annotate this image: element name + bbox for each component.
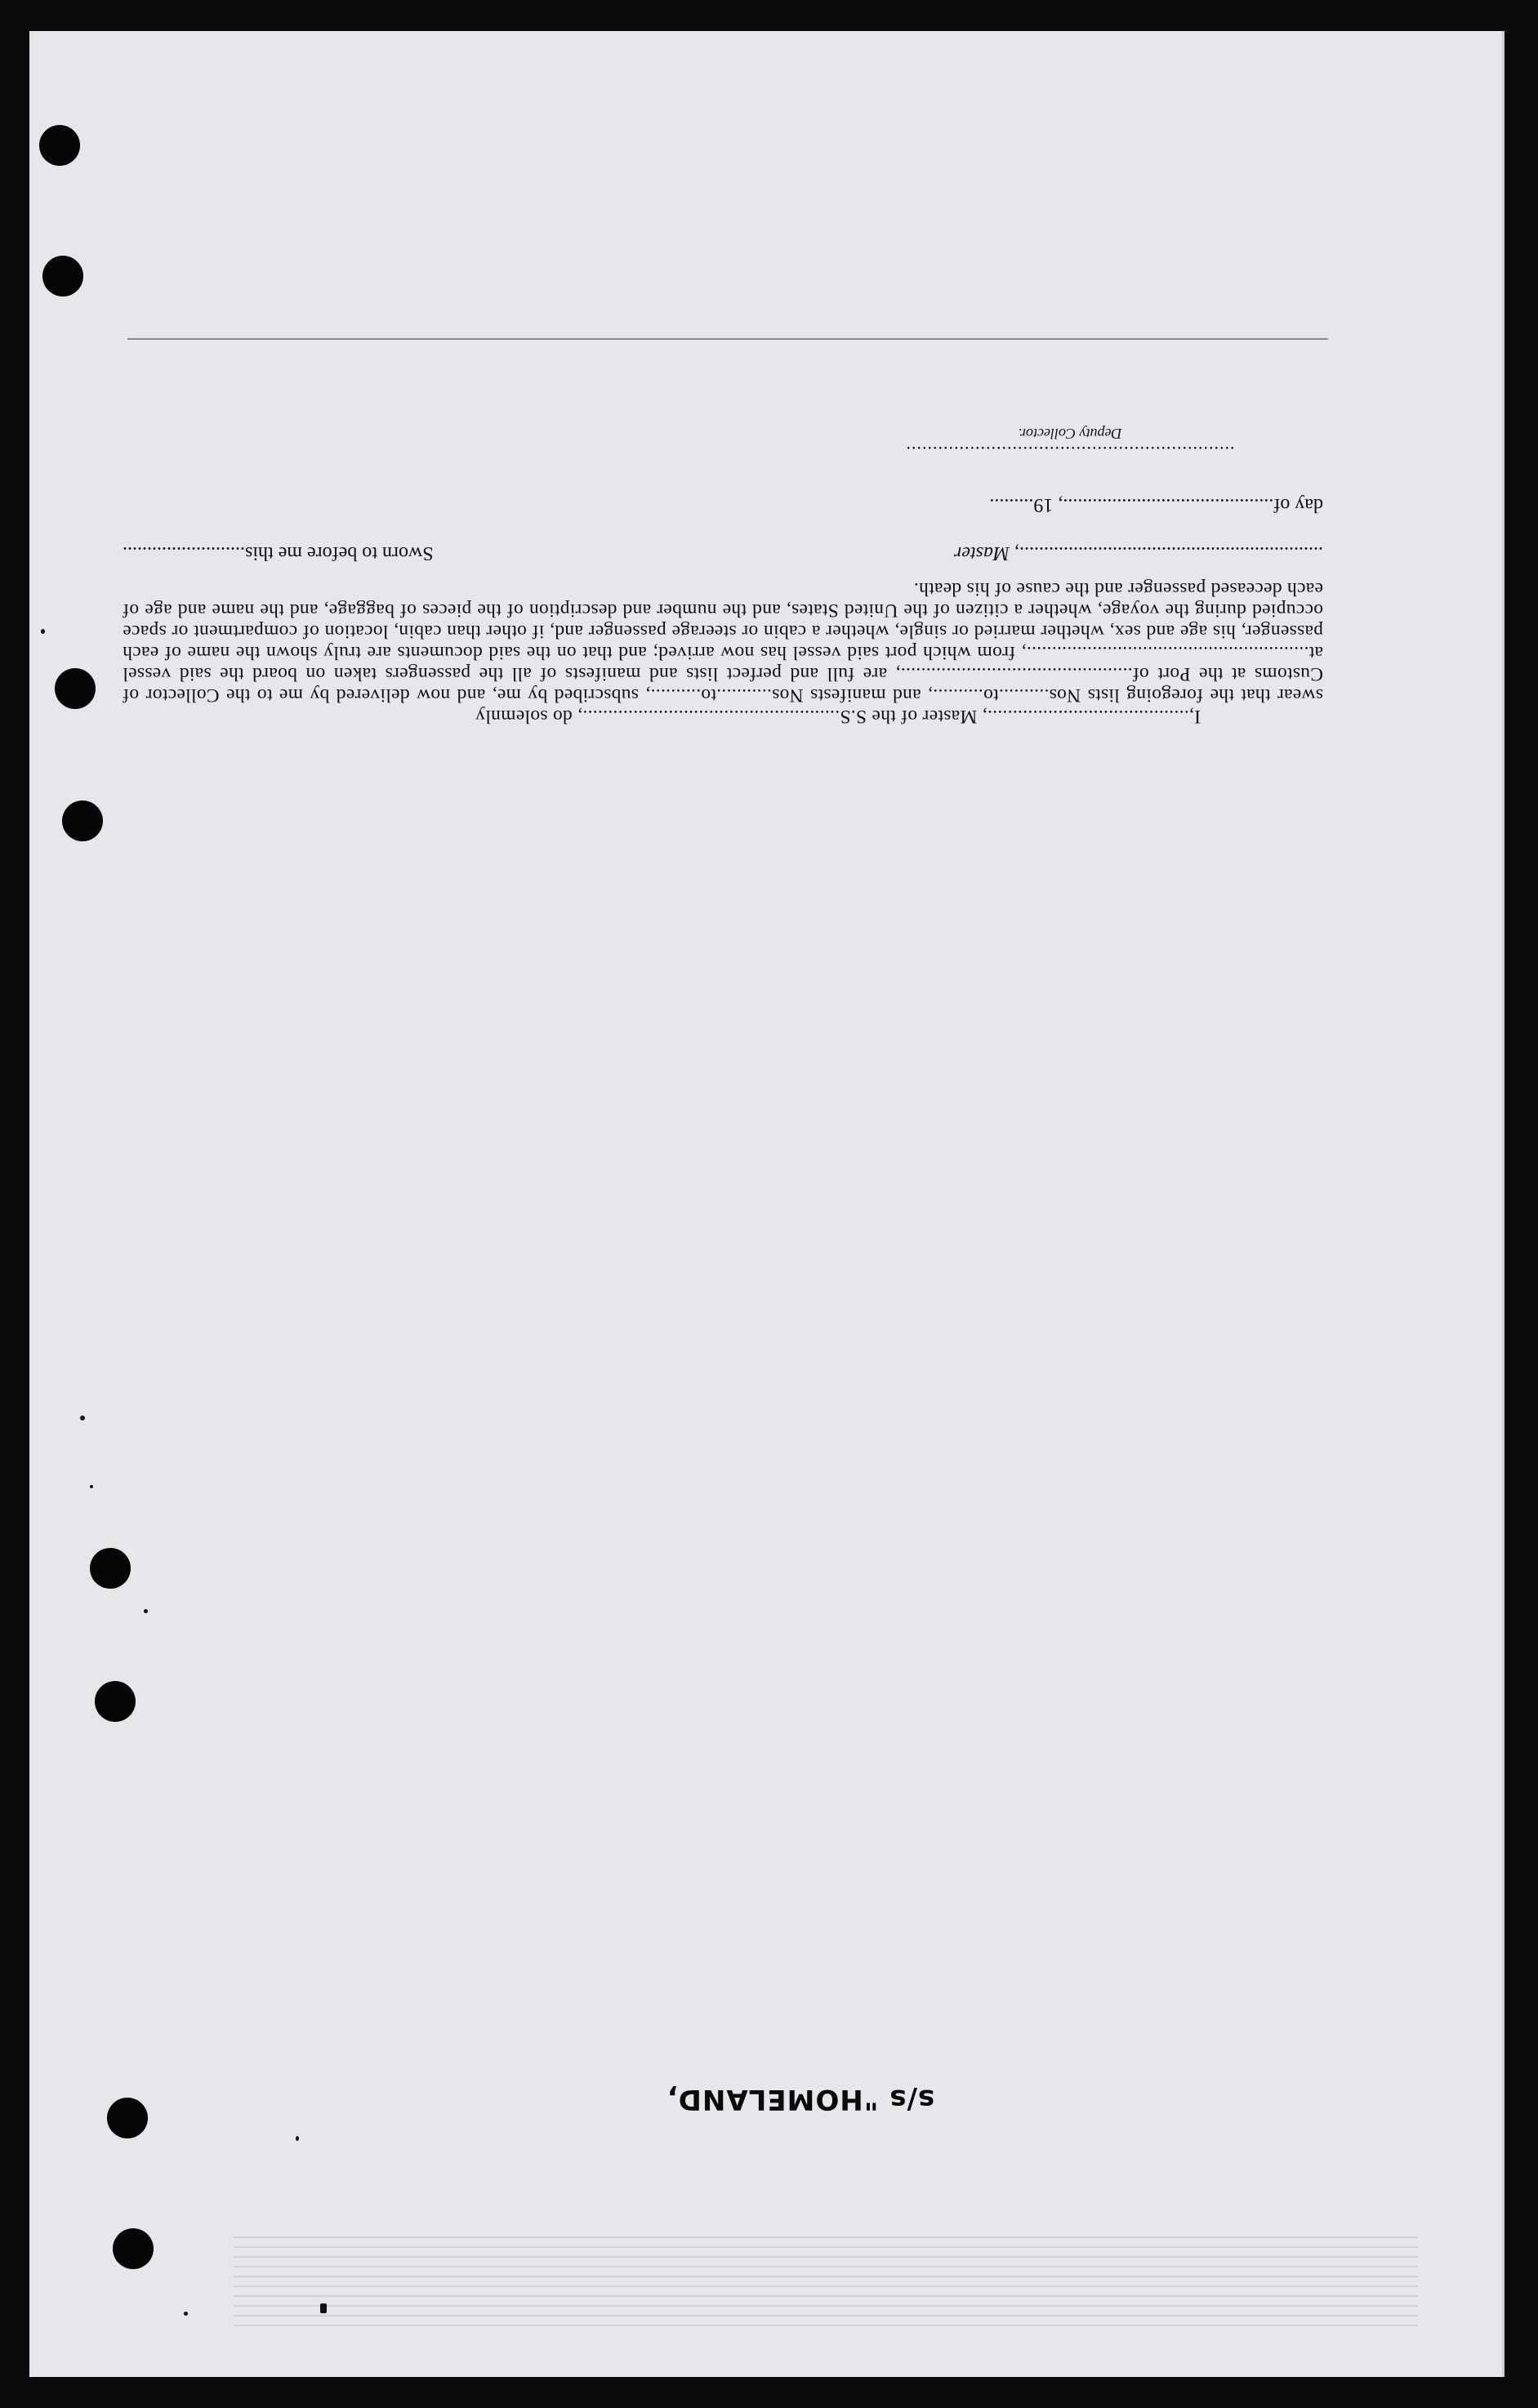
sworn-text: Sworn to before me this......................... bbox=[123, 542, 434, 564]
speck bbox=[41, 629, 45, 634]
speck bbox=[320, 2303, 327, 2313]
punch-hole bbox=[90, 1548, 131, 1589]
faint-bleedthrough-text bbox=[234, 2236, 1418, 2334]
oath-body: swear that the foregoing lists Nos..........to.........., and manifests Nos...........to.........., subscribed by me, and now delivered by me to the Collector of Customs at the Port of.............................................., are full and perfect lists and manifests of all the passengers taken on board the said vessel at........................................................, from which port said vessel has now arrived; and that on the said documents are truly shown the name of each passenger, his age and sex, whether married or single, whether a cabin or steerage passenger and, if other than cabin, location of compartment or space occupied during the voyage, whether a citizen of the United States, and the number and description of the pieces of baggage, and the name and age of each deceased passenger and the cause of his death. bbox=[123, 578, 1323, 706]
speck bbox=[90, 1485, 93, 1488]
punch-hole bbox=[62, 800, 103, 841]
deputy-signature-line: .............................................................. bbox=[905, 443, 1235, 463]
master-signature-group bbox=[954, 542, 1323, 564]
punch-hole bbox=[107, 2098, 148, 2138]
date-line: day of..........................................., 19......... bbox=[989, 494, 1323, 515]
oath-first-line: I,........................................, Master of the S.S..................................................., do solemnly bbox=[475, 706, 1201, 727]
master-signature-line: .............................................................. bbox=[1019, 542, 1323, 564]
master-label: , Master bbox=[954, 542, 1019, 564]
punch-hole bbox=[113, 2228, 154, 2269]
oath-paragraph bbox=[123, 578, 1323, 727]
speck bbox=[144, 1609, 148, 1613]
speck bbox=[296, 2136, 299, 2141]
punch-hole bbox=[95, 1681, 136, 1722]
deputy-collector-label: Deputy Collector. bbox=[1018, 426, 1122, 442]
speck bbox=[184, 2312, 188, 2316]
vessel-name-stamp: s/s "HOMELAND, bbox=[666, 2083, 935, 2116]
punch-hole bbox=[55, 668, 96, 709]
deputy-collector-block bbox=[858, 425, 1282, 463]
sworn-line bbox=[123, 539, 1323, 564]
horizontal-rule bbox=[127, 338, 1328, 340]
punch-hole bbox=[42, 256, 83, 297]
punch-hole bbox=[39, 125, 80, 166]
document-sheet bbox=[29, 31, 1505, 2377]
speck bbox=[80, 1416, 85, 1420]
